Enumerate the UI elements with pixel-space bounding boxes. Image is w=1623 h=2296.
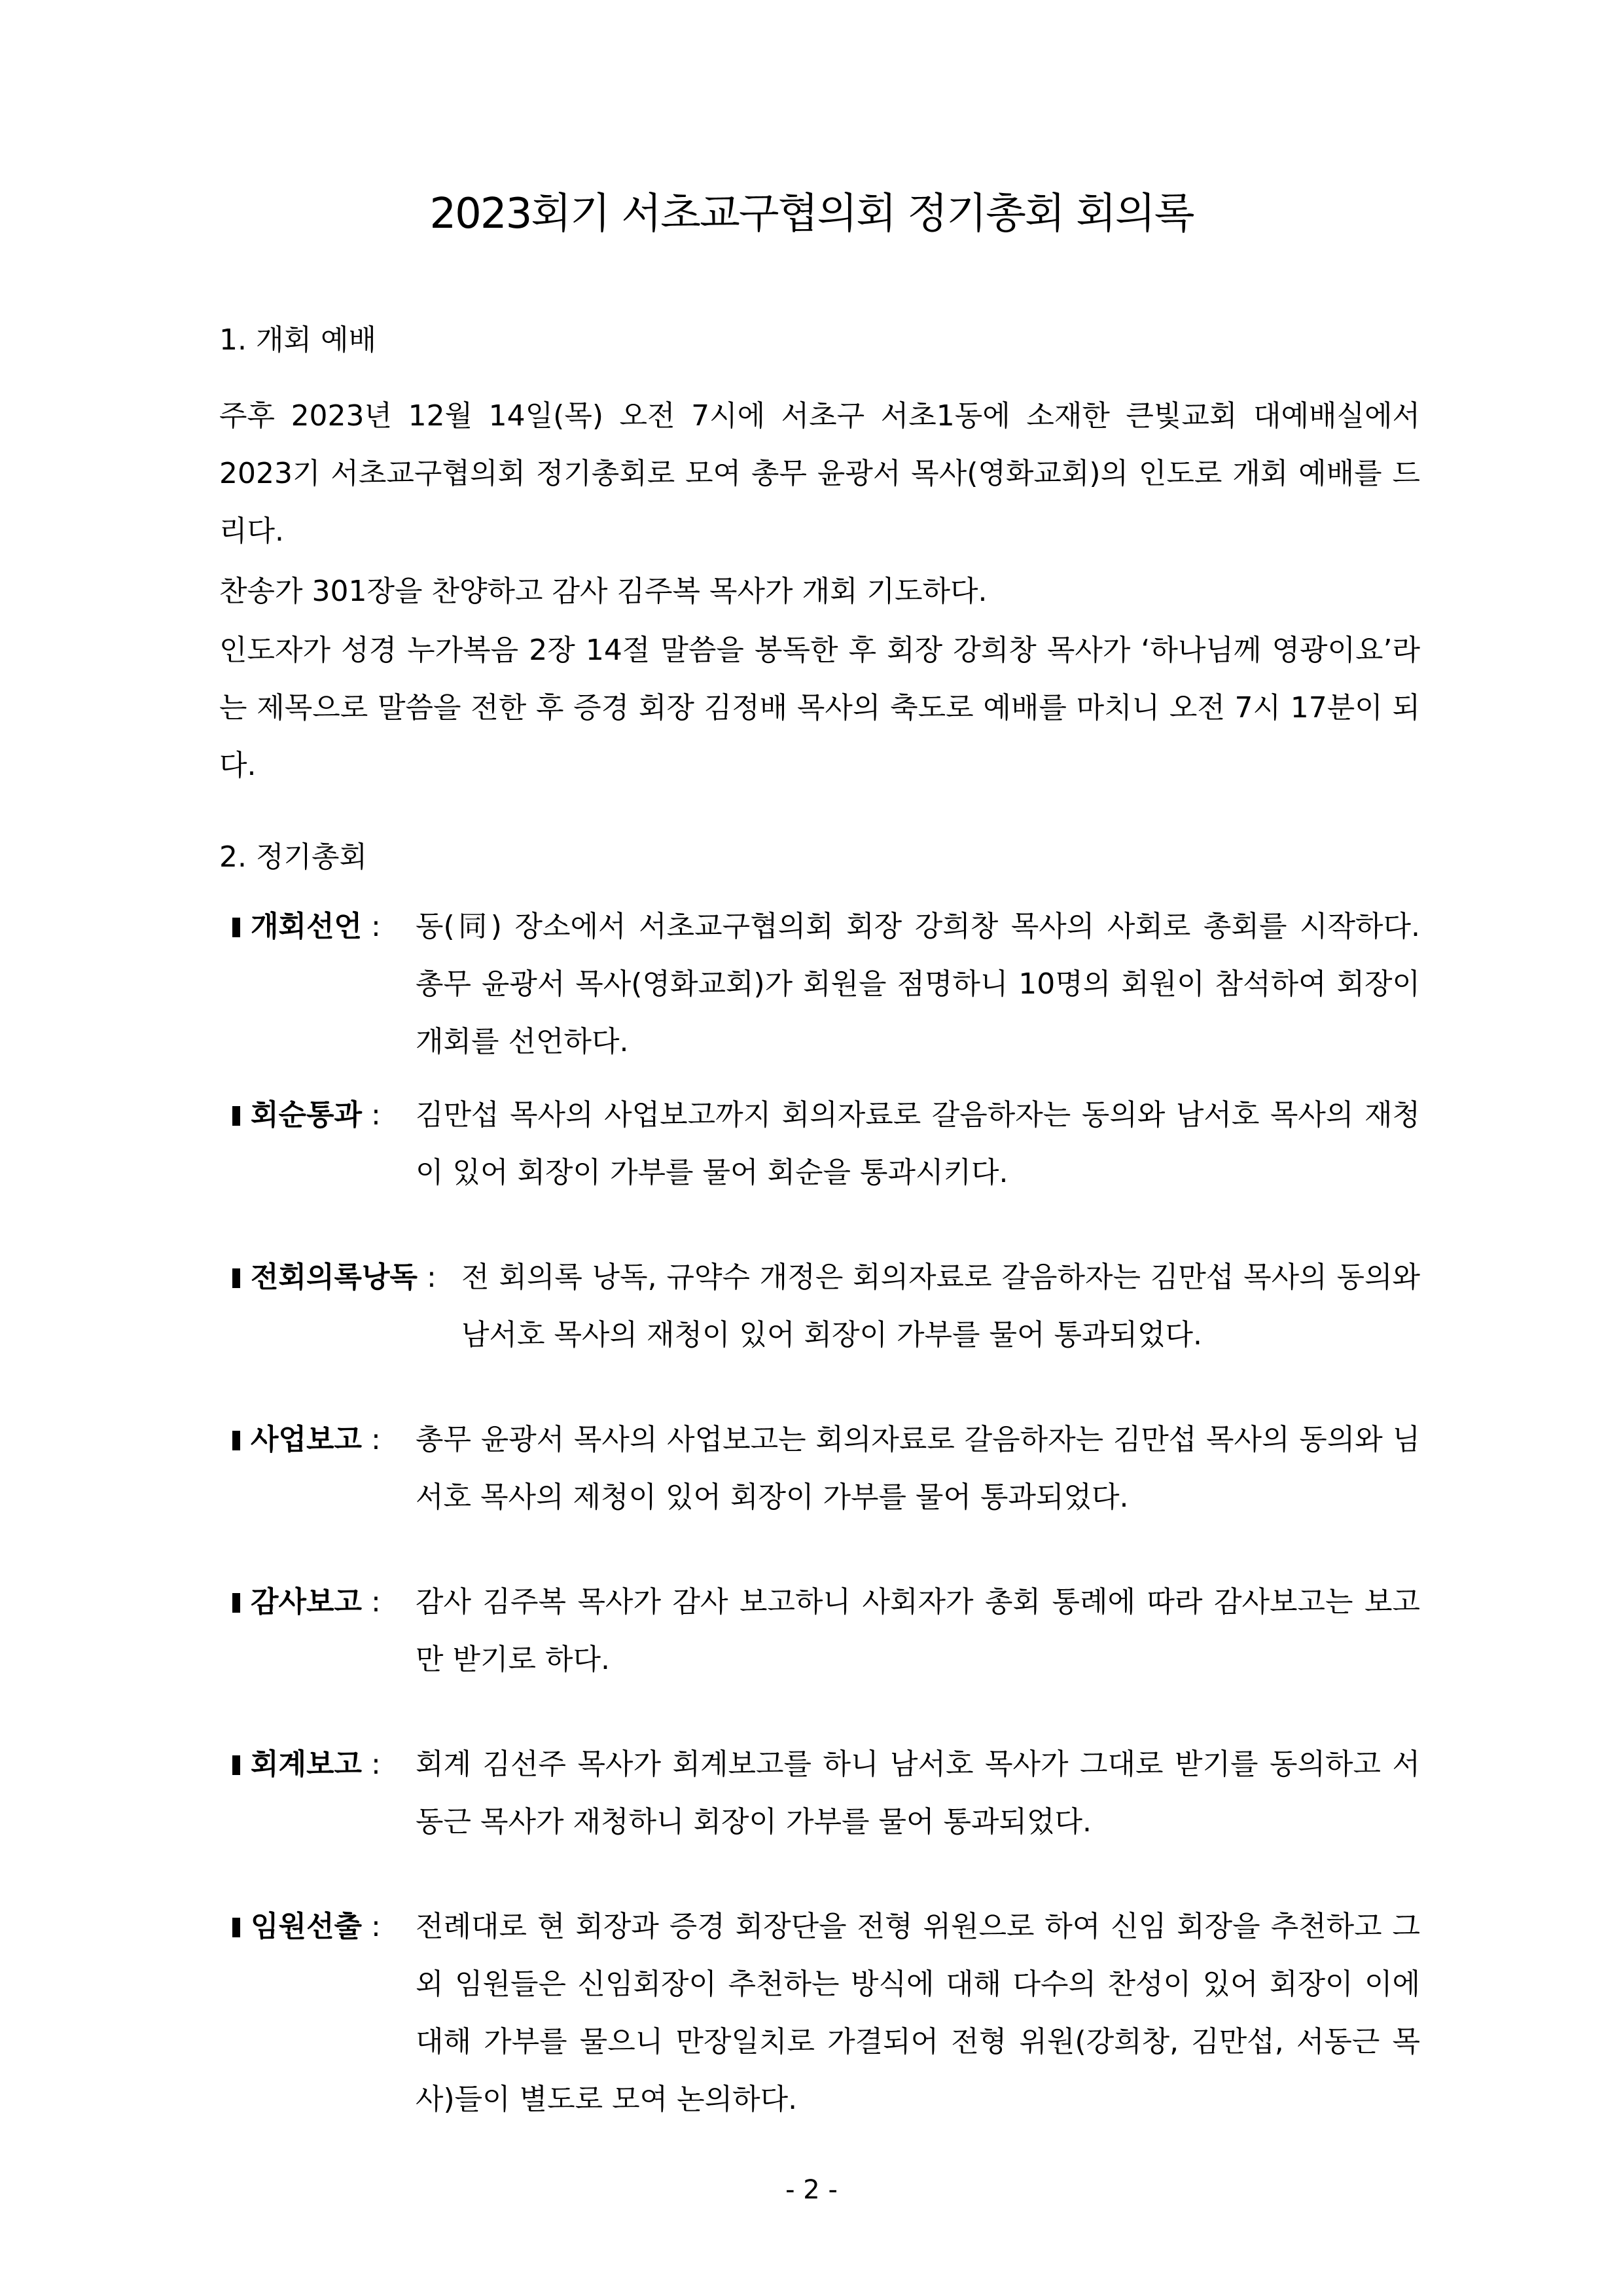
square-bullet-icon — [232, 1918, 240, 1937]
label-separator: : — [371, 910, 381, 943]
label-separator: : — [371, 1748, 381, 1781]
agenda-item-label: 회계보고 — [251, 1748, 363, 1781]
agenda-item-text: 김만섭 목사의 사업보고까지 회의자료로 갈음하자는 동의와 남서호 목사의 재청이 있어 회장이 가부를 물어 회순을 통과시키다. — [416, 1098, 1420, 1189]
document-title: 2023회기 서초교구협의회 정기총회 회의록 — [429, 190, 1194, 238]
square-bullet-icon — [232, 1755, 240, 1775]
page-number: - 2 - — [785, 2175, 838, 2205]
square-bullet-icon — [232, 1593, 240, 1613]
square-bullet-icon — [232, 1431, 240, 1450]
agenda-item-text: 총무 윤광서 목사의 사업보고는 회의자료로 갈음하자는 김만섭 목사의 동의와 님서호 목사의 제청이 있어 회장이 가부를 물어 통과되었다. — [416, 1423, 1420, 1514]
agenda-item-label: 감사보고 — [251, 1585, 363, 1619]
label-separator: : — [371, 1423, 381, 1456]
paragraph-hymn-prayer: 찬송가 301장을 찬양하고 감사 김주복 목사가 개회 기도하다. — [219, 575, 988, 608]
section-heading-opening-worship: 1. 개회 예배 — [219, 323, 376, 357]
agenda-item-label: 개회선언 — [251, 910, 363, 943]
label-separator: : — [371, 1910, 381, 1943]
label-separator: : — [371, 1098, 381, 1132]
square-bullet-icon — [232, 1106, 240, 1126]
agenda-item-label: 회순통과 — [251, 1098, 363, 1132]
agenda-item-text: 감사 김주복 목사가 감사 보고하니 사회자가 총회 통례에 따라 감사보고는 보고만 받기로 하다. — [416, 1585, 1420, 1676]
agenda-item-text: 전례대로 현 회장과 증경 회장단을 전형 위원으로 하여 신임 회장을 추천하고 그 외 임원들은 신임회장이 추천하는 방식에 대해 다수의 찬성이 있어 회장이 이에 대해 가부를 물으니 만장일치로 가결되어 전형 위원(강희창, 김만섭, 서동근 목사)들이 별도로 모여 논의하다. — [416, 1910, 1420, 2116]
paragraph-opening-worship-details: 주후 2023년 12월 14일(목) 오전 7시에 서초구 서초1동에 소재한 큰빛교회 대예배실에서 2023기 서초교구협의회 정기총회로 모여 총무 윤광서 목사(영화교회)의 인도로 개회 예배를 드리다. — [219, 399, 1421, 548]
agenda-item-label: 임원선출 — [251, 1910, 363, 1943]
square-bullet-icon — [232, 1268, 240, 1288]
label-separator: : — [371, 1585, 381, 1619]
agenda-item-label: 사업보고 — [251, 1423, 363, 1456]
agenda-item-text: 회계 김선주 목사가 회계보고를 하니 남서호 목사가 그대로 받기를 동의하고 서동근 목사가 재청하니 회장이 가부를 물어 통과되었다. — [416, 1748, 1420, 1839]
label-separator: : — [427, 1261, 437, 1294]
agenda-item-text: 동(同) 장소에서 서초교구협의회 회장 강희창 목사의 사회로 총회를 시작하다. 총무 윤광서 목사(영화교회)가 회원을 점명하니 10명의 회원이 참석하여 회장이 개회를 선언하다. — [416, 910, 1420, 1058]
section-heading-regular-assembly: 2. 정기총회 — [219, 840, 367, 874]
paragraph-scripture-sermon: 인도자가 성경 누가복음 2장 14절 말씀을 봉독한 후 회장 강희창 목사가 ‘하나님께 영광이요’라는 제목으로 말씀을 전한 후 증경 회장 김정배 목사의 축도로 예배를 마치니 오전 7시 17분이 되다. — [219, 634, 1420, 782]
agenda-item-text: 전 회의록 낭독, 규약수 개정은 회의자료로 갈음하자는 김만섭 목사의 동의와 남서호 목사의 재청이 있어 회장이 가부를 물어 통과되었다. — [461, 1261, 1421, 1352]
agenda-item-label: 전회의록낭독 — [251, 1261, 418, 1294]
